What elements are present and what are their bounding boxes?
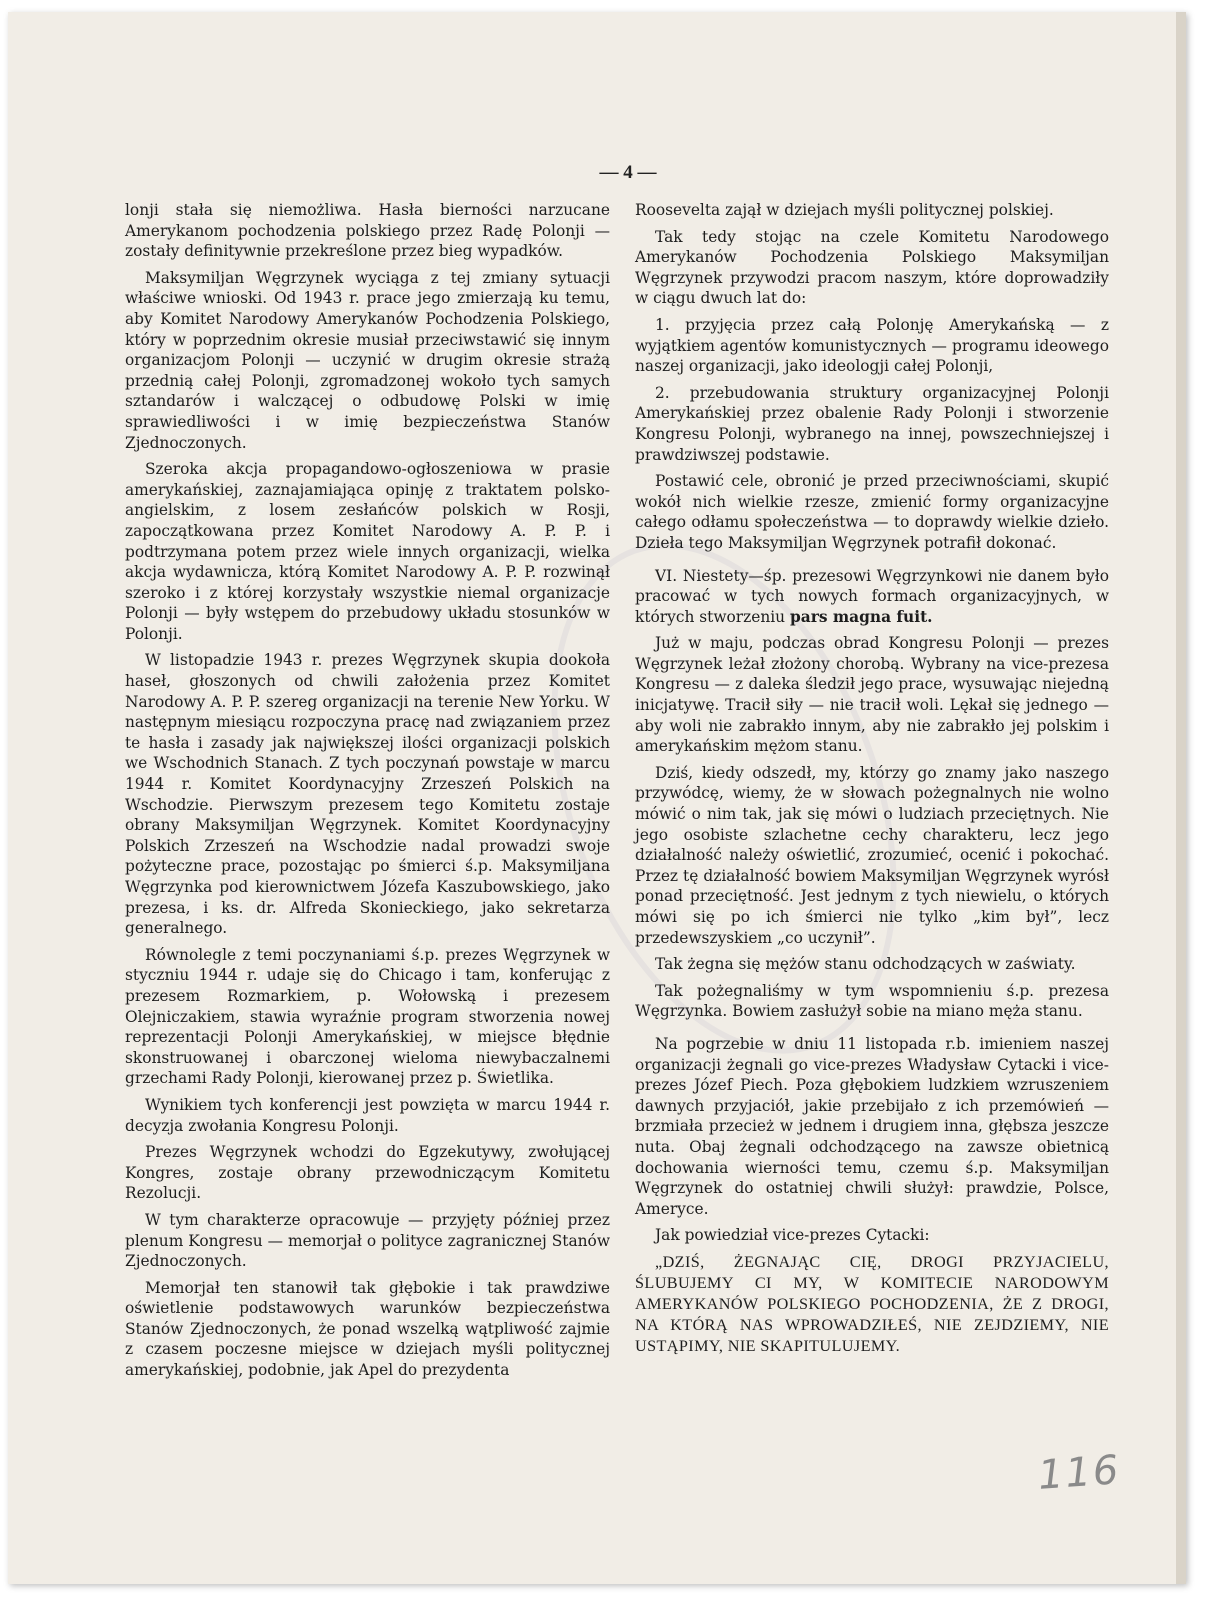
paragraph: Prezes Węgrzynek wchodzi do Egzekutywy, zwołującej Kongres, zostaje obrany przewodniczącym Komitetu Rezolucji. bbox=[125, 1143, 610, 1203]
paragraph: Maksymiljan Węgrzynek wyciąga z tej zmiany sytuacji właściwe wnioski. Od 1943 r. prace jego zmierzają ku temu, aby Komitet Narodowy Amerykanów Pochodzenia Polskiego, który w poprzednim okresie musiał przeciwstawić się innym organizacjom Polonji — uczynić w drugim okresie strażą przednią całej Polonji, zgromadzonej wokoło tych samych sztandarów i walczącej o odbudowę Polski w imię sprawiedliwości i w imię bezpieczeństwa Stanów Zjednoczonych. bbox=[125, 268, 610, 452]
paragraph: Jak powiedział vice-prezes Cytacki: bbox=[655, 1226, 930, 1245]
paragraph: Szeroka akcja propagandowo-ogłoszeniowa w prasie amerykańskiej, zaznajamiająca opinję z traktatem polsko-angielskim, z losem zesłańców polskich w Rosji, zapoczątkowana przez Komitet Narodowy A. P. P. i podtrzymana potem przez wiele innych organizacji, wielka akcja wydawnicza, którą Komitet Narodowy A. P. P. rozwinął szeroko i z której korzystały wszystkie niemal organizacje Polonji — były wstępem do przebudowy układu stosunków w Polonji. bbox=[125, 460, 610, 643]
right-column bbox=[635, 200, 1109, 1363]
paragraph: Tak żegna się mężów stanu odchodzących w zaświaty. bbox=[655, 955, 1076, 974]
paragraph: Tak tedy stojąc na czele Komitetu Narodowego Amerykanów Pochodzenia Polskiego Maksymiljan Węgrzynek przywodzi pracom naszym, które doprowadziły w ciągu dwuch lat do: bbox=[635, 227, 1109, 308]
paragraph: 1. przyjęcia przez całą Polonję Amerykańską — z wyjątkiem agentów komunistycznych — programu ideowego naszej organizacji, jako ideologji całej Polonji, bbox=[635, 315, 1109, 376]
paragraph: lonji stała się niemożliwa. Hasła bierności narzucane Amerykanom pochodzenia polskiego przez Radę Polonji — zostały definitywnie przekreślone przez bieg wypadków. bbox=[125, 201, 610, 261]
section-vi-text: VI. Niestety—śp. prezesowi Węgrzynkowi nie danem było pracować w tych nowych formach organizacyjnych, w których stworzeniu bbox=[635, 566, 1109, 626]
paragraph: 2. przebudowania struktury organizacyjnej Polonji Amerykańskiej przez obalenie Rady Polonji i stworzenie Kongresu Polonji, wybranego na innej, powszechniejszej i prawdziwszej podstawie. bbox=[635, 383, 1109, 464]
page-number: — 4 — bbox=[599, 162, 657, 183]
paragraph: Tak pożegnaliśmy w tym wspomnieniu ś.p. prezesa Węgrzynka. Bowiem zasłużył sobie na miano męża stanu. bbox=[635, 981, 1109, 1021]
paragraph: Równolegle z temi poczynaniami ś.p. prezes Węgrzynek w styczniu 1944 r. udaje się do Chicago i tam, konferując z prezesem Rozmarkiem, p. Wołowską i prezesem Olejniczakiem, stawia wyraźnie program stworzenia nowej reprezentacji Polonji Amerykańskiej, w miejsce błędnie skonstruowanej i obarczonej wielomа niewybaczalnemi grzechami Rady Polonji, kierowanej przez p. Świetlika. bbox=[125, 945, 610, 1088]
paragraph: W listopadzie 1943 r. prezes Węgrzynek skupia dookoła haseł, głoszonych od chwili założenia przez Komitet Narodowy A. P. P. szereg organizacji na terenie New Yorku. W następnym miesiącu rozpoczyna pracę nad związaniem przez te hasła i zasady jak największej ilości organizacji polskich we Wschodnich Stanach. Z tych poczynań powstaje w marcu 1944 r. Komitet Koordynacyjny Zrzeszeń Polskich na Wschodzie. Pierwszym prezesem tego Komitetu zostaje obrany Maksymiljan Węgrzynek. Komitet Koordynacyjny Polskich Zrzeszeń na Wschodzie nadal prowadzi swoje pożyteczne prace, pozostając po śmierci ś.p. Maksymiljana Węgrzynka pod kierownictwem Józefa Kaszubowskiego, jako prezesa, i ks. dr. Alfreda Skonieckiego, jako sekretarza generalnego. bbox=[125, 651, 610, 938]
left-column bbox=[125, 200, 610, 1387]
paragraph: Dziś, kiedy odszedł, my, którzy go znamy jako naszego przywódcę, wiemy, że w słowach pożegnalnych nie wolno mówić o nim tak, jak się mówi o ludziach przeciętnych. Nie jego osobiste szlachetne cechy charakteru, lecz jego działalność należy oświetlić, zrozumieć, ocenić i pokochać. Przez tę działalność bowiem Maksymiljan Węgrzynek wyrósł ponad przeciętność. Jest jednym z tych niewielu, o których mówi się po ich śmierci nie tylko „kim był”, lecz przedewszyskiem „co uczynił”. bbox=[635, 763, 1109, 947]
section-vi-paragraph bbox=[635, 566, 1109, 628]
closing-pledge: „DZIŚ, ŻEGNAJĄC CIĘ, DROGI PRZYJACIELU, ŚLUBUJEMY CI MY, W KOMITECIE NARODOWYM AMERYKANÓW POLSKIEGO POCHODZENIA, ŻE Z DROGI, NA KTÓRĄ NAS WPROWADZIŁEŚ, NIE ZEJDZIEMY, NIE USTĄPIMY, NIE SKAPITULUJEMY. bbox=[635, 1252, 1109, 1355]
document-page bbox=[8, 12, 1186, 1584]
paragraph: Postawić cele, obronić je przed przeciwnościami, skupić wokół nich wielkie rzesze, zmienić formy organizacyjne całego odłamu społeczeństwa — to doprawdy wielkie dzieło. Dzieła tego Maksymiljan Węgrzynek potrafił dokonać. bbox=[635, 472, 1109, 552]
paragraph: Już w maju, podczas obrad Kongresu Polonji — prezes Węgrzynek leżał złożony chorobą. Wybrany na vice-prezesa Kongresu — z daleka śledził jego prace, wysuwając niejedną inicjatywę. Tracił siły — nie tracił woli. Lękał się jednego — aby woli nie zabrakło innym, aby nie zabrakło jej polskim i amerykańskim mężom stanu. bbox=[635, 634, 1109, 756]
paragraph: Wynikiem tych konferencji jest powzięta w marcu 1944 r. decyzja zwołania Kongresu Polonji. bbox=[125, 1095, 610, 1135]
paragraph: Na pogrzebie w dniu 11 listopada r.b. imieniem naszej organizacji żegnali go vice-prezes Władysław Cytacki i vice-prezes Józef Piech. Poza głębokiem ludzkiem wzruszeniem dawnych przyjaciół, jakie przebijało z ich przemówień — brzmiała przecież w jednem i drugiem inna, głębsza jeszcze nuta. Obaj żegnali odchodzącego na zawsze obietnicą dochowania wierności temu, czemu ś.p. Maksymiljan Węgrzynek do ostatniej chwili służył: prawdzie, Polsce, Ameryce. bbox=[635, 1034, 1109, 1218]
latin-phrase: pars magna fuit. bbox=[790, 607, 933, 626]
handwritten-page-number: 116 bbox=[1036, 1447, 1122, 1499]
paragraph: W tym charakterze opracowuje — przyjęty później przez plenum Kongresu — memorjał o polityce zagranicznej Stanów Zjednoczonych. bbox=[125, 1210, 610, 1271]
paragraph: Roosevelta zajął w dziejach myśli politycznej polskiej. bbox=[635, 201, 1054, 219]
paragraph: Memorjał ten stanowił tak głębokie i tak prawdziwe oświetlenie podstawowych warunków bezpieczeństwa Stanów Zjednoczonych, że ponad wszelką wątpliwość zajmie z czasem poczesne miejsce w dziejach myśli politycznej amerykańskiej, podobnie, jak Apel do prezydenta bbox=[125, 1278, 610, 1380]
